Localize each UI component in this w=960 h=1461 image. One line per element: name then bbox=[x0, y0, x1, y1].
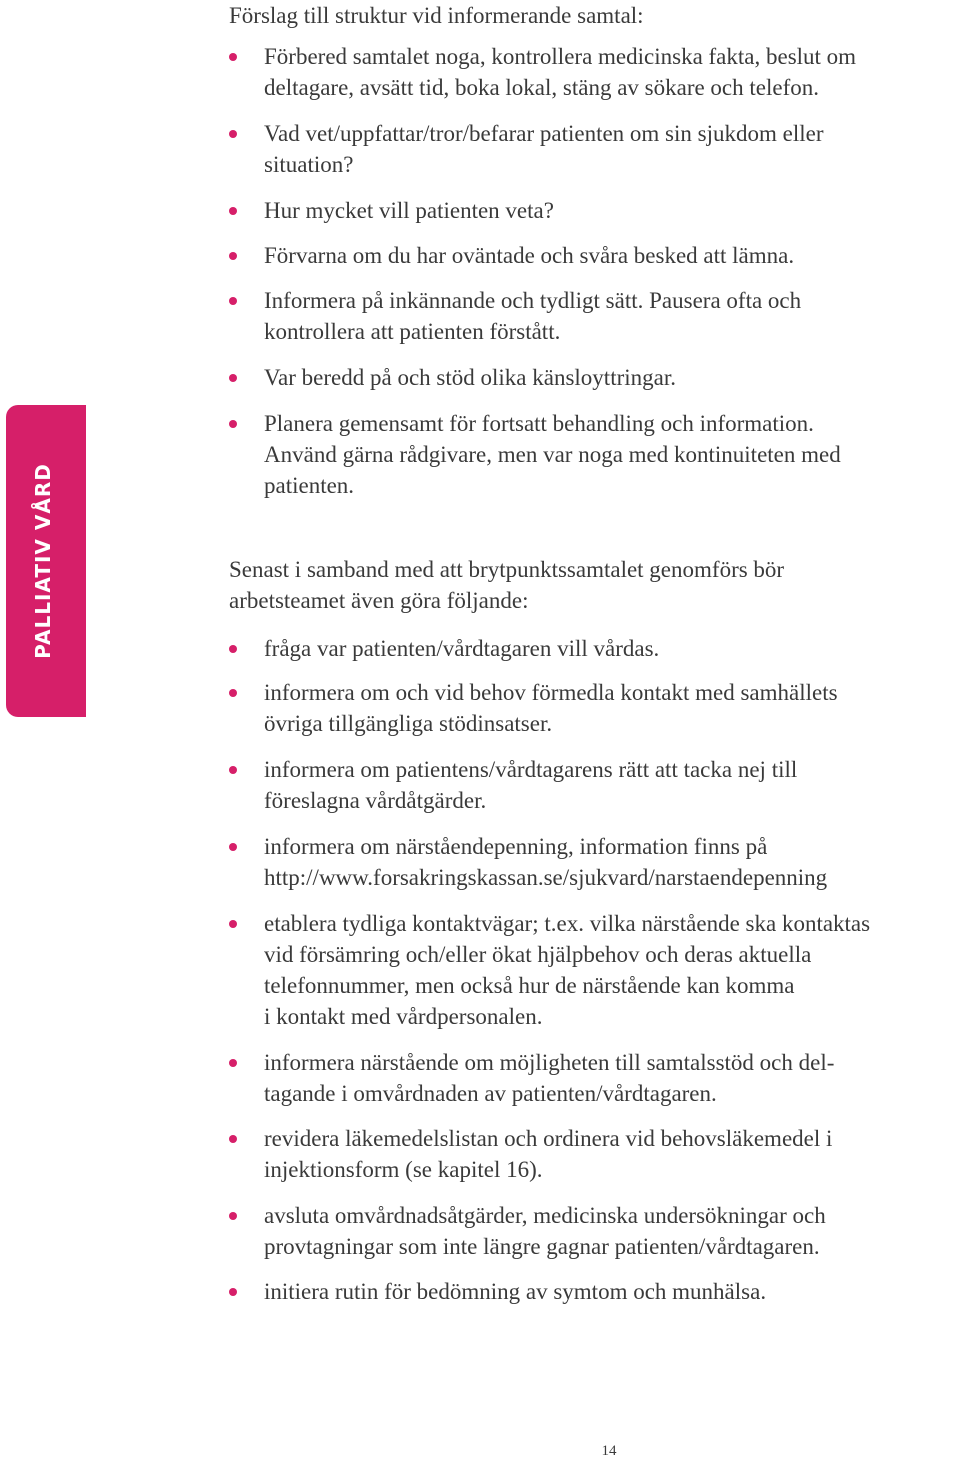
list-item bbox=[229, 831, 960, 893]
bullet-icon bbox=[229, 207, 237, 215]
list-item-text: Vad vet/uppfattar/tror/befarar patienten om sin sjukdom eller situation? bbox=[264, 121, 824, 177]
list-item-text: etablera tydliga kontaktvägar; t.ex. vilka närstående ska kontaktas vid försämring och/eller ökat hjälpbehov och deras aktuella telefonnummer, men också hur de närstående kan komma i kontakt med vårdpersonalen. bbox=[264, 911, 871, 1029]
list-item-text: initiera rutin för bedömning av symtom och munhälsa. bbox=[264, 1279, 767, 1304]
bullet-icon bbox=[229, 252, 237, 260]
list-item bbox=[229, 908, 960, 1032]
bullet-icon bbox=[229, 297, 237, 305]
list-item-text: informera om närståendepenning, information finns på http://www.forsakringskassan.se/sjukvard/narstaendepenning bbox=[264, 834, 828, 890]
list-item bbox=[229, 1200, 960, 1262]
list-item bbox=[229, 240, 960, 271]
list-item-text: revidera läkemedelslistan och ordinera vid behovsläkemedel i injektionsform (se kapitel 16). bbox=[264, 1126, 833, 1182]
list-item bbox=[229, 633, 960, 664]
list-item bbox=[229, 41, 960, 103]
bullet-icon bbox=[229, 1135, 237, 1143]
list-item-text: Hur mycket vill patienten veta? bbox=[264, 198, 554, 223]
list-item bbox=[229, 677, 960, 739]
list-item-text: informera om och vid behov förmedla kontakt med samhällets övriga tillgängliga stödinsatser. bbox=[264, 680, 838, 736]
bullet-icon bbox=[229, 920, 237, 928]
list-item bbox=[229, 1276, 960, 1307]
bullet-icon bbox=[229, 374, 237, 382]
bullet-icon bbox=[229, 130, 237, 138]
list-item-text: Förvarna om du har oväntade och svåra besked att lämna. bbox=[264, 243, 795, 268]
list-item-text: Planera gemensamt för fortsatt behandling och information. Använd gärna rådgivare, men var noga med kontinuiteten med patienten. bbox=[264, 411, 841, 498]
list-item-text: Var beredd på och stöd olika känsloyttringar. bbox=[264, 365, 676, 390]
bullet-icon bbox=[229, 689, 237, 697]
bullet-icon bbox=[229, 1212, 237, 1220]
list-item-text: informera närstående om möjligheten till samtalsstöd och del- tagande i omvårdnaden av patienten/vårdtagaren. bbox=[264, 1050, 835, 1106]
page-number: 14 bbox=[601, 1443, 617, 1459]
list-item-text: Förbered samtalet noga, kontrollera medicinska fakta, beslut om deltagare, avsätt tid, boka lokal, stäng av sökare och telefon. bbox=[264, 44, 857, 100]
list-item bbox=[229, 362, 960, 393]
list-item-text: avsluta omvårdnadsåtgärder, medicinska undersökningar och provtagningar som inte längre gagnar patienten/vårdtagaren. bbox=[264, 1203, 826, 1259]
list-item bbox=[229, 1047, 960, 1109]
bullet-icon bbox=[229, 1059, 237, 1067]
bullet-icon bbox=[229, 420, 237, 428]
list-item bbox=[229, 408, 960, 501]
side-tab-label: PALLIATIV VÅRD bbox=[31, 463, 55, 659]
bullet-icon bbox=[229, 766, 237, 774]
list-item bbox=[229, 1123, 960, 1185]
body-paragraph: Senast i samband med att brytpunktssamtalet genomförs bör arbetsteamet även göra följande: bbox=[229, 557, 785, 613]
list-item bbox=[229, 195, 960, 226]
bullet-icon bbox=[229, 1288, 237, 1296]
list-item bbox=[229, 285, 960, 347]
intro-text: Förslag till struktur vid informerande samtal: bbox=[229, 3, 644, 28]
bullet-icon bbox=[229, 53, 237, 61]
bullet-icon bbox=[229, 843, 237, 851]
list-item-text: fråga var patienten/vårdtagaren vill vårdas. bbox=[264, 636, 660, 661]
list-item bbox=[229, 754, 960, 816]
list-item-text: Informera på inkännande och tydligt sätt. Pausera ofta och kontrollera att patienten förstått. bbox=[264, 288, 802, 344]
list-item bbox=[229, 118, 960, 180]
bullet-icon bbox=[229, 645, 237, 653]
list-item-text: informera om patientens/vårdtagarens rätt att tacka nej till föreslagna vårdåtgärder. bbox=[264, 757, 798, 813]
